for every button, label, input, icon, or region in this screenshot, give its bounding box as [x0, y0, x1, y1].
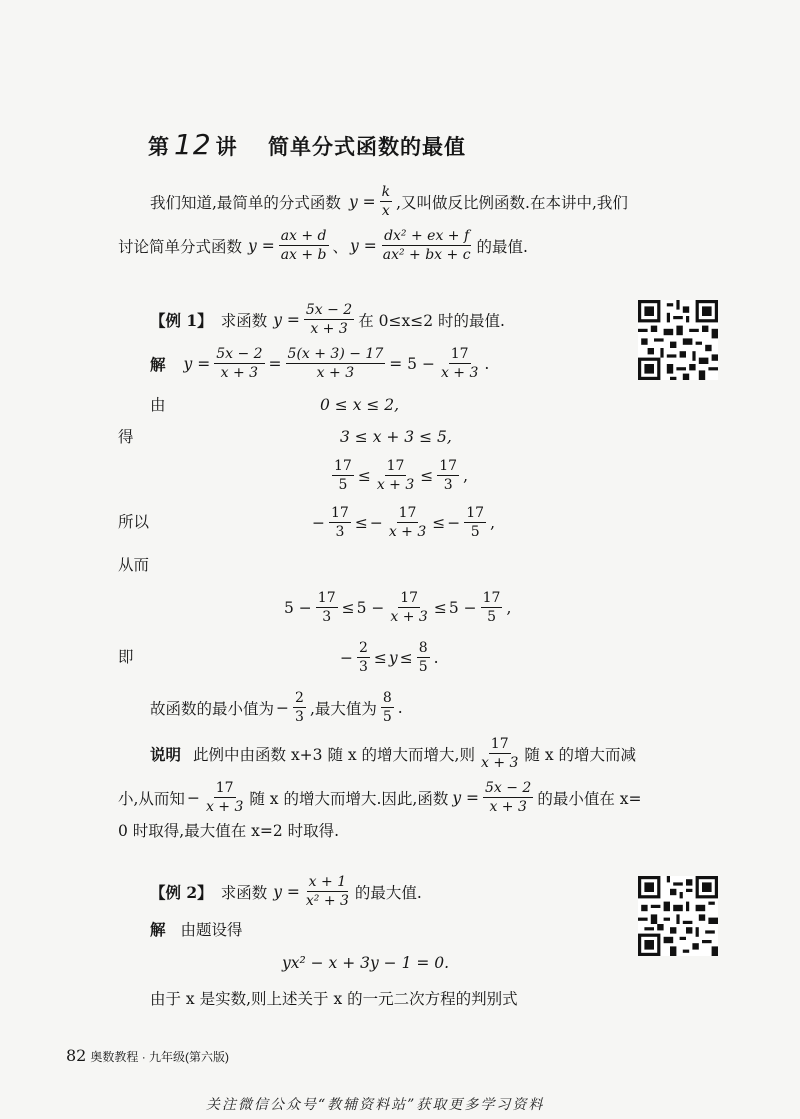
label-congr: 从而: [118, 556, 150, 574]
inequality-3: $\frac{17}{5}$ ≤ $\frac{17}{x + 3}$ ≤ $\frac{17}{3}$ ,: [334, 458, 469, 494]
note-line-1: 说明 此例中由函数 x+3 随 x 的增大而增大,则 $\frac{17}{x + 3}$ 随 x 的增大而减: [150, 736, 637, 772]
label-you: 由: [150, 396, 166, 414]
qr-code-1[interactable]: [638, 300, 718, 380]
intro-line-1: 我们知道,最简单的分式函数 y = $\frac{k}{x}$ ,又叫做反比例函数.在本讲中,我们: [150, 184, 628, 220]
fraction-example-1: $\frac{5x - 2}{x + 3}$: [305, 302, 353, 338]
fraction-k-over-x: $\frac{k}{x}$: [381, 184, 391, 220]
label-suoyi: 所以: [118, 513, 150, 531]
example-1-solution-step: 解 y = $\frac{5x - 2}{x + 3}$ = $\frac{5(x + 3) - 17}{x + 3}$ = 5 − $\frac{17}{x + 3}$ .: [150, 346, 490, 382]
example-2-equation: yx² − x + 3y − 1 = 0.: [282, 954, 450, 972]
label-de: 得: [118, 428, 134, 446]
qr-code-2[interactable]: [638, 876, 718, 956]
inequality-4: − $\frac{17}{3}$ ≤ − $\frac{17}{x + 3}$ ≤ − $\frac{17}{5}$ ,: [312, 505, 496, 541]
example-1-question: 【例 1】 求函数 y = $\frac{5x - 2}{x + 3}$ 在 0≤x≤2 时的最值.: [150, 302, 505, 338]
promo-note: 关注微信公众号“教辅资料站”获取更多学习资料: [206, 1097, 545, 1113]
note-line-2: 小,从而知 − $\frac{17}{x + 3}$ 随 x 的增大而增大.因此,函数 y = $\frac{5x - 2}{x + 3}$ 的最小值在 x=: [118, 780, 642, 816]
inequality-6: − $\frac{2}{3}$ ≤ y ≤ $\frac{8}{5}$ .: [340, 640, 439, 676]
page-footer: 82 奥数教程 · 九年级(第六版): [66, 1046, 230, 1065]
fraction-quadratic: $\frac{\text{dx² + ex + f}}{\text{ax² + bx + c}}$: [382, 228, 471, 264]
inequality-2: 3 ≤ x + 3 ≤ 5,: [340, 428, 452, 446]
note-line-3: 0 时取得,最大值在 x=2 时取得.: [118, 822, 340, 840]
label-ji: 即: [118, 648, 134, 666]
example-2-solution: 解 由题设得: [150, 920, 243, 939]
inequality-5: 5 − $\frac{17}{3}$ ≤ 5 − $\frac{17}{x + 3}$ ≤ 5 − $\frac{17}{5}$ ,: [284, 590, 512, 626]
example-1-conclusion: 故函数的最小值为 − $\frac{2}{3}$ ,最大值为 $\frac{8}{5}$ .: [150, 690, 403, 726]
example-2-last-line: 由于 x 是实数,则上述关于 x 的一元二次方程的判别式: [150, 990, 518, 1008]
fraction-linear: $\frac{ax + d}{ax + b}$: [280, 228, 327, 264]
inequality-1: 0 ≤ x ≤ 2,: [320, 396, 400, 414]
example-2-question: 【例 2】 求函数 y = $\frac{x + 1}{\text{x² + 3}}$ 的最大值.: [150, 874, 422, 910]
lesson-title: 第 12 讲 简单分式函数的最值: [148, 128, 466, 161]
intro-line-2: 讨论简单分式函数 y = $\frac{ax + d}{ax + b}$ 、 y = $\frac{\text{dx² + ex + f}}{\text{ax² + bx + c}}$ 的最值.: [118, 228, 528, 264]
